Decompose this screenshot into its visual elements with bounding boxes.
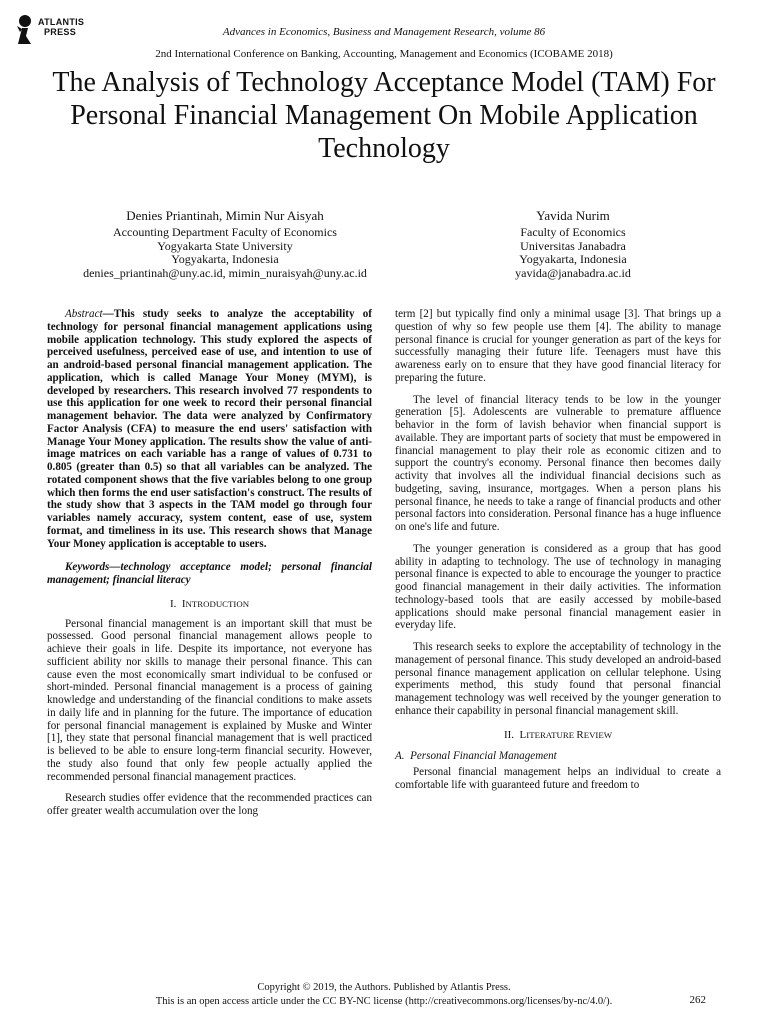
body-paragraph: term [2] but typically find only a minimal usage [3]. That brings up a question of why so few people use them [4]. The ability to manage personal finance is crucial for younger generation as part of the keys for successfully managing their future life. Teenagers must have this awareness early on to ensure that they have good financial literacy for preparing the future. bbox=[395, 308, 721, 384]
license-line: This is an open access article under the CC BY-NC license (http://creativecommons.org/licenses/by-nc/4.0/). bbox=[155, 996, 613, 1007]
page-number: 262 bbox=[689, 994, 706, 1006]
right-column bbox=[395, 308, 721, 792]
section-number: I. bbox=[169, 597, 177, 610]
subsection-heading bbox=[395, 750, 721, 763]
section-title-initial: L bbox=[519, 728, 527, 741]
author-affiliation-line: Yogyakarta, Indonesia bbox=[171, 252, 279, 267]
author-block-1 bbox=[34, 208, 416, 280]
copyright-footer bbox=[0, 981, 768, 1009]
abstract-text: —This study seeks to analyze the acceptability of technology for personal financial management applications using mobile application technology. This study explored the aspects of perceived usefulness, perceived ease of use, and intention to use of an android-based personal financial management application. The application, which is called Manage Your Money (MYM), is developed by researchers. This research involved 77 respondents to use this application for one week to record their personal financial management behavior. The data were analyzed by Confirmatory Factor Analysis (CFA) to measure the end users' satisfaction with Manage Your Money application. The results show the value of anti-image matrices on each variable has a range of values of 0.731 to 0.805 (greater than 0.5) so that all variables can be analyzed. The rotated component shows that the five variables belong to one group which then forms the end user satisfaction's construct. The results of the study show that 3 aspects in the TAM model go through four variables namely accuracy, system content, ease of use, system format, and timeliness in its use. This research shows that Manage Your Money application is acceptable to users. bbox=[47, 308, 372, 550]
subsection-title: Personal Financial Management bbox=[410, 750, 557, 763]
author-names: Yavida Nurim bbox=[536, 208, 610, 223]
section-heading-introduction bbox=[47, 598, 372, 611]
logo-line-2: PRESS bbox=[44, 27, 77, 37]
conference-line: 2nd International Conference on Banking, Accounting, Management and Economics (ICOBAME 2018) bbox=[155, 48, 613, 60]
body-paragraph: Research studies offer evidence that the recommended practices can offer greater wealth accumulation over the long bbox=[47, 792, 372, 817]
author-affiliation-line: Faculty of Economics bbox=[520, 225, 626, 239]
section-title-rest: ITERATURE bbox=[526, 729, 577, 740]
subsection-label: A. bbox=[395, 750, 405, 763]
section-title-rest: EVIEW bbox=[583, 729, 613, 740]
abstract-label: Abstract bbox=[65, 308, 103, 320]
section-heading-literature-review bbox=[395, 729, 721, 742]
author-email: yavida@janabadra.ac.id bbox=[515, 265, 631, 280]
body-paragraph: The level of financial literacy tends to be low in the younger generation [5]. Adolescents are vulnerable to premature affluence behavior in the form of lavish behavior when financial support is available. They are important parts of society that must be empowered in financial management to play their role as economic citizen and to support the country's economy. Personal finance then becomes daily activity that involves all the individual financial decisions such as budgeting, saving, insurance, mortgages. When a person plans his personal finance, he needs to take a range of financial products and other personal factors into consideration. Personal finance has a huge influence on one's life and future. bbox=[395, 393, 721, 533]
body-paragraph: Personal financial management is an important skill that must be possessed. Good personal financial management allows people to achieve their goals in life. Despite its importance, not everyone has sufficient ability nor skills to manage their personal finance. This can cause even the most economically smart individual to be confused or short-minded. Personal financial management is a process of gaining knowledge and understanding of the financial conditions to make assets in daily life and in planning for the future. The importance of education for personal financial management is explained by Muske and Winter [1], they state that personal financial management that is well practiced is believed to be able to ensure long-term financial security. However, the study also found that only few people actually applied the recommended personal financial management practices. bbox=[47, 617, 372, 783]
author-affiliation-line: Yogyakarta, Indonesia bbox=[519, 252, 627, 267]
author-block-2 bbox=[455, 208, 691, 280]
keywords-paragraph: Keywords—technology acceptance model; personal financial management; financial literacy bbox=[47, 561, 372, 586]
author-affiliation-line: Accounting Department Faculty of Economics bbox=[113, 225, 337, 239]
author-names: Denies Priantinah, Mimin Nur Aisyah bbox=[126, 208, 324, 223]
paper-title: The Analysis of Technology Acceptance Model (TAM) For Personal Financial Management On Mobile Application Technology bbox=[52, 67, 716, 164]
section-title-initial: I bbox=[181, 597, 186, 610]
left-column bbox=[47, 308, 372, 818]
body-paragraph: This research seeks to explore the acceptability of technology in the management of personal finance. This study developed an android-based personal finance management application on cellular telephone. Using experiments method, this study found that personal financial management technology was well received by the younger generation to enhance their capability in personal financial management skill. bbox=[395, 641, 721, 717]
body-paragraph: Personal financial management helps an individual to create a comfortable life with guaranteed future and freedom to bbox=[395, 766, 721, 791]
section-number: II. bbox=[503, 728, 515, 741]
logo-line-1: ATLANTIS bbox=[38, 17, 85, 27]
journal-line: Advances in Economics, Business and Management Research, volume 86 bbox=[222, 26, 546, 38]
author-affiliation-line: Universitas Janabadra bbox=[520, 238, 626, 253]
author-affiliation-line: Yogyakarta State University bbox=[157, 238, 293, 253]
copyright-line: Copyright © 2019, the Authors. Published by Atlantis Press. bbox=[257, 982, 511, 993]
body-paragraph: The younger generation is considered as a group that has good ability in adapting to technology. The use of technology in managing personal finance is expected to able to encourage the younger to practice good financial management in their daily activities. The information technology-based tools that are easily accessed by mobile-based applications should make personal financial management easier in everyday life. bbox=[395, 542, 721, 632]
abstract-paragraph bbox=[47, 308, 372, 550]
section-title-rest: NTRODUCTION bbox=[185, 598, 250, 609]
author-email: denies_priantinah@uny.ac.id, mimin_nuraisyah@uny.ac.id bbox=[83, 265, 367, 280]
section-title-initial: R bbox=[576, 728, 584, 741]
